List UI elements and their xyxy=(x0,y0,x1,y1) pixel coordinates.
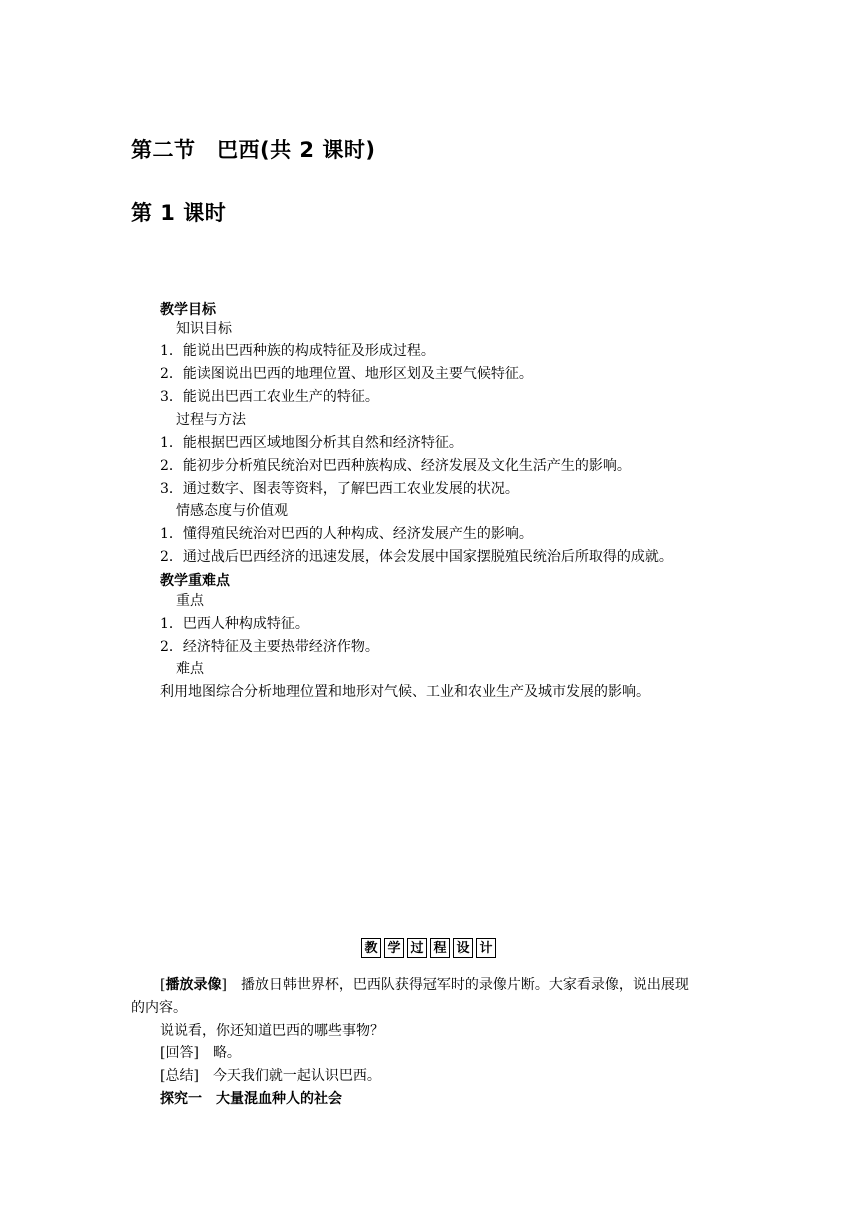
banner-char: 学 xyxy=(384,938,404,958)
question-text: 说说看，你还知道巴西的哪些事物？ xyxy=(160,1023,384,1039)
list-item: 2．经济特征及主要热带经济作物。 xyxy=(160,639,379,655)
list-item: 1．能说出巴西种族的构成特征及形成过程。 xyxy=(160,343,435,359)
page-title: 第二节 巴西(共 2 课时) xyxy=(131,138,376,162)
process-label: 过程与方法 xyxy=(176,412,246,428)
banner-char: 设 xyxy=(453,938,473,958)
knowledge-label: 知识目标 xyxy=(176,321,232,337)
difficult-label: 难点 xyxy=(176,661,204,677)
summary-tag: 总结 xyxy=(165,1068,194,1084)
list-item: 1．巴西人种构成特征。 xyxy=(160,616,309,632)
list-item: 2．通过战后巴西经济的迅速发展，体会发展中国家摆脱殖民统治后所取得的成就。 xyxy=(160,549,673,565)
key-points-heading: 教学重难点 xyxy=(160,573,230,589)
important-label: 重点 xyxy=(176,593,204,609)
list-item: 2．能读图说出巴西的地理位置、地形区划及主要气候特征。 xyxy=(160,366,533,382)
banner-char: 教 xyxy=(361,938,381,958)
difficult-text: 利用地图综合分析地理位置和地形对气候、工业和农业生产及城市发展的影响。 xyxy=(160,684,650,700)
answer-text: 略。 xyxy=(212,1045,241,1061)
banner-char: 计 xyxy=(476,938,496,958)
attitude-label: 情感态度与价值观 xyxy=(176,503,288,519)
list-item: 3．能说出巴西工农业生产的特征。 xyxy=(160,389,379,405)
answer-tag: 回答 xyxy=(165,1045,194,1061)
list-item: 1．懂得殖民统治对巴西的人种构成、经济发展产生的影响。 xyxy=(160,526,533,542)
objectives-heading: 教学目标 xyxy=(160,302,216,318)
summary-paragraph: [总结] 今天我们就一起认识巴西。 xyxy=(160,1068,381,1084)
lesson-subtitle: 第 1 课时 xyxy=(131,201,227,225)
list-item: 1．能根据巴西区域地图分析其自然和经济特征。 xyxy=(160,435,463,451)
summary-text: 今天我们就一起认识巴西。 xyxy=(212,1068,381,1084)
video-tag: 播放录像 xyxy=(165,977,222,993)
list-item: 2．能初步分析殖民统治对巴西种族构成、经济发展及文化生活产生的影响。 xyxy=(160,458,631,474)
banner-char: 程 xyxy=(430,938,450,958)
banner-char: 过 xyxy=(407,938,427,958)
inquiry-heading: 探究一 大量混血种人的社会 xyxy=(160,1091,342,1107)
video-text: 播放日韩世界杯，巴西队获得冠军时的录像片断。大家看录像，说出展现 xyxy=(240,977,689,993)
video-text-continued: 的内容。 xyxy=(131,1000,187,1016)
list-item: 3．通过数字、图表等资料，了解巴西工农业发展的状况。 xyxy=(160,481,519,497)
video-paragraph: [播放录像] 播放日韩世界杯，巴西队获得冠军时的录像片断。大家看录像，说出展现 xyxy=(160,977,689,993)
answer-paragraph: [回答] 略。 xyxy=(160,1045,241,1061)
process-design-banner xyxy=(361,938,496,958)
